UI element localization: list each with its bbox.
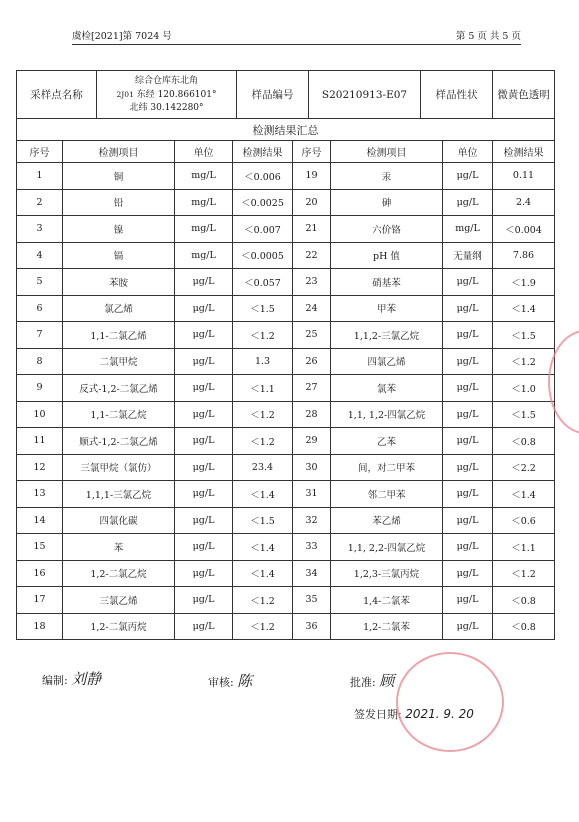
- item-name: 1,2-二氯苯: [331, 613, 443, 640]
- item-result: ＜0.8: [493, 428, 555, 455]
- item-unit: μg/L: [443, 428, 493, 455]
- column-header-row: [17, 141, 555, 163]
- report-number: 虞检[2021]第 7024 号: [72, 31, 172, 42]
- item-result: ＜1.2: [493, 560, 555, 587]
- item-no: 35: [293, 587, 331, 614]
- results-table: [16, 118, 555, 640]
- item-result: ＜0.8: [493, 587, 555, 614]
- sample-prop: 微黄色透明: [493, 71, 555, 119]
- table-row: [17, 216, 555, 243]
- table-row: [17, 401, 555, 428]
- table-row: [17, 534, 555, 561]
- reviewer-signature: 陈: [237, 672, 253, 690]
- column-header: 检测结果: [493, 141, 555, 163]
- item-name: 甲苯: [331, 295, 443, 322]
- item-no: 11: [17, 428, 63, 455]
- table-row: [17, 375, 555, 402]
- table-row: [17, 242, 555, 269]
- approver-label: 批准:: [350, 676, 376, 689]
- official-seal: [396, 652, 504, 752]
- item-result: ＜1.2: [233, 322, 293, 349]
- sample-no-label: 样品编号: [237, 71, 309, 119]
- item-unit: mg/L: [175, 242, 233, 269]
- item-result: ＜1.9: [493, 269, 555, 296]
- item-result: ＜1.2: [233, 428, 293, 455]
- item-result: 0.11: [493, 163, 555, 190]
- item-unit: μg/L: [443, 189, 493, 216]
- column-header: 检测项目: [331, 141, 443, 163]
- table-row: [17, 269, 555, 296]
- item-unit: μg/L: [175, 587, 233, 614]
- item-name: 乙苯: [331, 428, 443, 455]
- table-row: [17, 163, 555, 190]
- column-header: 序号: [293, 141, 331, 163]
- item-result: ＜2.2: [493, 454, 555, 481]
- column-header: 单位: [175, 141, 233, 163]
- item-name: 四氯乙烯: [331, 348, 443, 375]
- item-result: ＜1.2: [233, 587, 293, 614]
- item-no: 16: [17, 560, 63, 587]
- table-row: [17, 560, 555, 587]
- item-no: 6: [17, 295, 63, 322]
- item-name: 苯胺: [63, 269, 175, 296]
- item-unit: μg/L: [175, 560, 233, 587]
- item-no: 1: [17, 163, 63, 190]
- item-name: 邻二甲苯: [331, 481, 443, 508]
- reviewer-block: [208, 670, 252, 691]
- item-unit: μg/L: [175, 401, 233, 428]
- editor-label: 编制:: [42, 674, 68, 687]
- table-row: [17, 587, 555, 614]
- item-no: 33: [293, 534, 331, 561]
- item-name: 六价铬: [331, 216, 443, 243]
- item-no: 4: [17, 242, 63, 269]
- item-result: ＜0.006: [233, 163, 293, 190]
- item-name: 1,4-二氯苯: [331, 587, 443, 614]
- item-unit: μg/L: [443, 163, 493, 190]
- item-result: ＜1.4: [493, 481, 555, 508]
- results-title: 检测结果汇总: [17, 119, 555, 141]
- table-row: [17, 454, 555, 481]
- item-result: ＜1.4: [233, 534, 293, 561]
- item-result: ＜0.007: [233, 216, 293, 243]
- item-unit: μg/L: [175, 481, 233, 508]
- item-result: ＜1.2: [233, 613, 293, 640]
- item-no: 14: [17, 507, 63, 534]
- item-name: 1,1, 1,2-四氯乙烷: [331, 401, 443, 428]
- item-no: 23: [293, 269, 331, 296]
- item-result: ＜0.0025: [233, 189, 293, 216]
- item-name: 硝基苯: [331, 269, 443, 296]
- item-result: 1.3: [233, 348, 293, 375]
- item-no: 8: [17, 348, 63, 375]
- item-no: 31: [293, 481, 331, 508]
- table-row: [17, 428, 555, 455]
- item-unit: μg/L: [175, 322, 233, 349]
- issue-date-value: 2021. 9. 20: [405, 707, 474, 721]
- item-result: ＜0.057: [233, 269, 293, 296]
- item-name: 二氯甲烷: [63, 348, 175, 375]
- item-result: ＜1.5: [233, 507, 293, 534]
- item-name: 1,1-二氯乙烷: [63, 401, 175, 428]
- item-no: 15: [17, 534, 63, 561]
- item-unit: μg/L: [443, 348, 493, 375]
- item-result: 23.4: [233, 454, 293, 481]
- item-result: ＜1.5: [233, 295, 293, 322]
- item-no: 36: [293, 613, 331, 640]
- page-header: [72, 26, 521, 45]
- item-name: 镉: [63, 242, 175, 269]
- item-unit: μg/L: [443, 613, 493, 640]
- table-row: [17, 507, 555, 534]
- item-unit: μg/L: [175, 348, 233, 375]
- item-name: 反式-1,2-二氯乙烯: [63, 375, 175, 402]
- item-no: 12: [17, 454, 63, 481]
- item-no: 17: [17, 587, 63, 614]
- item-result: ＜1.5: [493, 322, 555, 349]
- item-unit: μg/L: [443, 454, 493, 481]
- item-unit: μg/L: [443, 401, 493, 428]
- item-unit: μg/L: [443, 587, 493, 614]
- item-unit: mg/L: [175, 163, 233, 190]
- item-result: ＜1.5: [493, 401, 555, 428]
- item-name: 苯乙烯: [331, 507, 443, 534]
- column-header: 检测结果: [233, 141, 293, 163]
- item-unit: mg/L: [175, 189, 233, 216]
- site-label: 采样点名称: [17, 71, 97, 119]
- item-name: 四氯化碳: [63, 507, 175, 534]
- table-row: [17, 189, 555, 216]
- item-no: 7: [17, 322, 63, 349]
- item-unit: μg/L: [443, 269, 493, 296]
- site-name: 综合仓库东北角: [134, 75, 198, 86]
- item-unit: μg/L: [175, 269, 233, 296]
- approver-signature: 顾: [379, 672, 395, 690]
- sample-no: S20210913-E07: [309, 71, 421, 119]
- site-longitude: 东经 120.866101°: [136, 89, 217, 100]
- item-unit: μg/L: [175, 613, 233, 640]
- item-no: 19: [293, 163, 331, 190]
- item-unit: μg/L: [443, 375, 493, 402]
- reviewer-label: 审核:: [208, 676, 234, 689]
- item-name: 1,1-二氯乙烯: [63, 322, 175, 349]
- item-no: 3: [17, 216, 63, 243]
- item-no: 21: [293, 216, 331, 243]
- item-unit: μg/L: [175, 295, 233, 322]
- item-result: ＜1.2: [233, 401, 293, 428]
- site-cell: [97, 71, 237, 119]
- item-unit: μg/L: [443, 560, 493, 587]
- item-result: ＜1.0: [493, 375, 555, 402]
- page-indicator: 第 5 页 共 5 页: [455, 31, 521, 42]
- item-no: 20: [293, 189, 331, 216]
- site-code: 2J01: [116, 89, 134, 99]
- item-unit: μg/L: [175, 507, 233, 534]
- item-unit: μg/L: [443, 481, 493, 508]
- table-row: [17, 481, 555, 508]
- item-no: 2: [17, 189, 63, 216]
- item-no: 34: [293, 560, 331, 587]
- item-name: 苯: [63, 534, 175, 561]
- item-result: ＜1.1: [233, 375, 293, 402]
- item-unit: μg/L: [175, 428, 233, 455]
- item-name: 汞: [331, 163, 443, 190]
- issue-date-label: 签发日期:: [354, 708, 402, 721]
- item-name: 1,2-二氯乙烷: [63, 560, 175, 587]
- item-no: 25: [293, 322, 331, 349]
- table-row: [17, 348, 555, 375]
- item-no: 13: [17, 481, 63, 508]
- item-result: ＜0.0005: [233, 242, 293, 269]
- item-name: 氯苯: [331, 375, 443, 402]
- item-no: 24: [293, 295, 331, 322]
- column-header: 单位: [443, 141, 493, 163]
- item-no: 10: [17, 401, 63, 428]
- sample-info-table: [16, 70, 555, 119]
- item-name: 砷: [331, 189, 443, 216]
- item-result: ＜1.4: [233, 481, 293, 508]
- approver-block: [350, 670, 394, 691]
- item-unit: mg/L: [175, 216, 233, 243]
- item-no: 30: [293, 454, 331, 481]
- item-name: pH 值: [331, 242, 443, 269]
- item-result: ＜0.8: [493, 613, 555, 640]
- item-no: 9: [17, 375, 63, 402]
- item-result: ＜1.4: [493, 295, 555, 322]
- editor-block: [42, 668, 101, 689]
- table-row: [17, 613, 555, 640]
- item-unit: mg/L: [443, 216, 493, 243]
- item-name: 三氯甲烷（氯仿）: [63, 454, 175, 481]
- sample-prop-label: 样品性状: [421, 71, 493, 119]
- table-row: [17, 322, 555, 349]
- item-name: 1,1, 2,2-四氯乙烷: [331, 534, 443, 561]
- item-no: 28: [293, 401, 331, 428]
- item-name: 1,2-二氯丙烷: [63, 613, 175, 640]
- item-name: 氯乙烯: [63, 295, 175, 322]
- item-name: 三氯乙烯: [63, 587, 175, 614]
- item-unit: μg/L: [443, 507, 493, 534]
- item-result: ＜1.2: [493, 348, 555, 375]
- item-unit: μg/L: [175, 375, 233, 402]
- item-result: ＜1.1: [493, 534, 555, 561]
- item-unit: μg/L: [175, 454, 233, 481]
- site-latitude: 北纬 30.142280°: [129, 102, 204, 113]
- item-result: 2.4: [493, 189, 555, 216]
- item-no: 18: [17, 613, 63, 640]
- item-unit: μg/L: [443, 295, 493, 322]
- item-name: 1,1,2-三氯乙烷: [331, 322, 443, 349]
- item-unit: μg/L: [443, 322, 493, 349]
- table-row: [17, 295, 555, 322]
- item-name: 铜: [63, 163, 175, 190]
- item-result: 7.86: [493, 242, 555, 269]
- item-no: 26: [293, 348, 331, 375]
- item-no: 32: [293, 507, 331, 534]
- item-name: 顺式-1,2-二氯乙烯: [63, 428, 175, 455]
- item-unit: μg/L: [443, 534, 493, 561]
- item-name: 铅: [63, 189, 175, 216]
- item-name: 间，对二甲苯: [331, 454, 443, 481]
- item-unit: μg/L: [175, 534, 233, 561]
- editor-signature: 刘静: [71, 670, 102, 688]
- item-name: 镍: [63, 216, 175, 243]
- item-no: 27: [293, 375, 331, 402]
- item-name: 1,1,1-三氯乙烷: [63, 481, 175, 508]
- item-no: 22: [293, 242, 331, 269]
- column-header: 检测项目: [63, 141, 175, 163]
- item-result: ＜1.4: [233, 560, 293, 587]
- item-unit: 无量纲: [443, 242, 493, 269]
- column-header: 序号: [17, 141, 63, 163]
- item-no: 5: [17, 269, 63, 296]
- item-name: 1,2,3-三氯丙烷: [331, 560, 443, 587]
- item-result: ＜0.6: [493, 507, 555, 534]
- item-result: ＜0.004: [493, 216, 555, 243]
- item-no: 29: [293, 428, 331, 455]
